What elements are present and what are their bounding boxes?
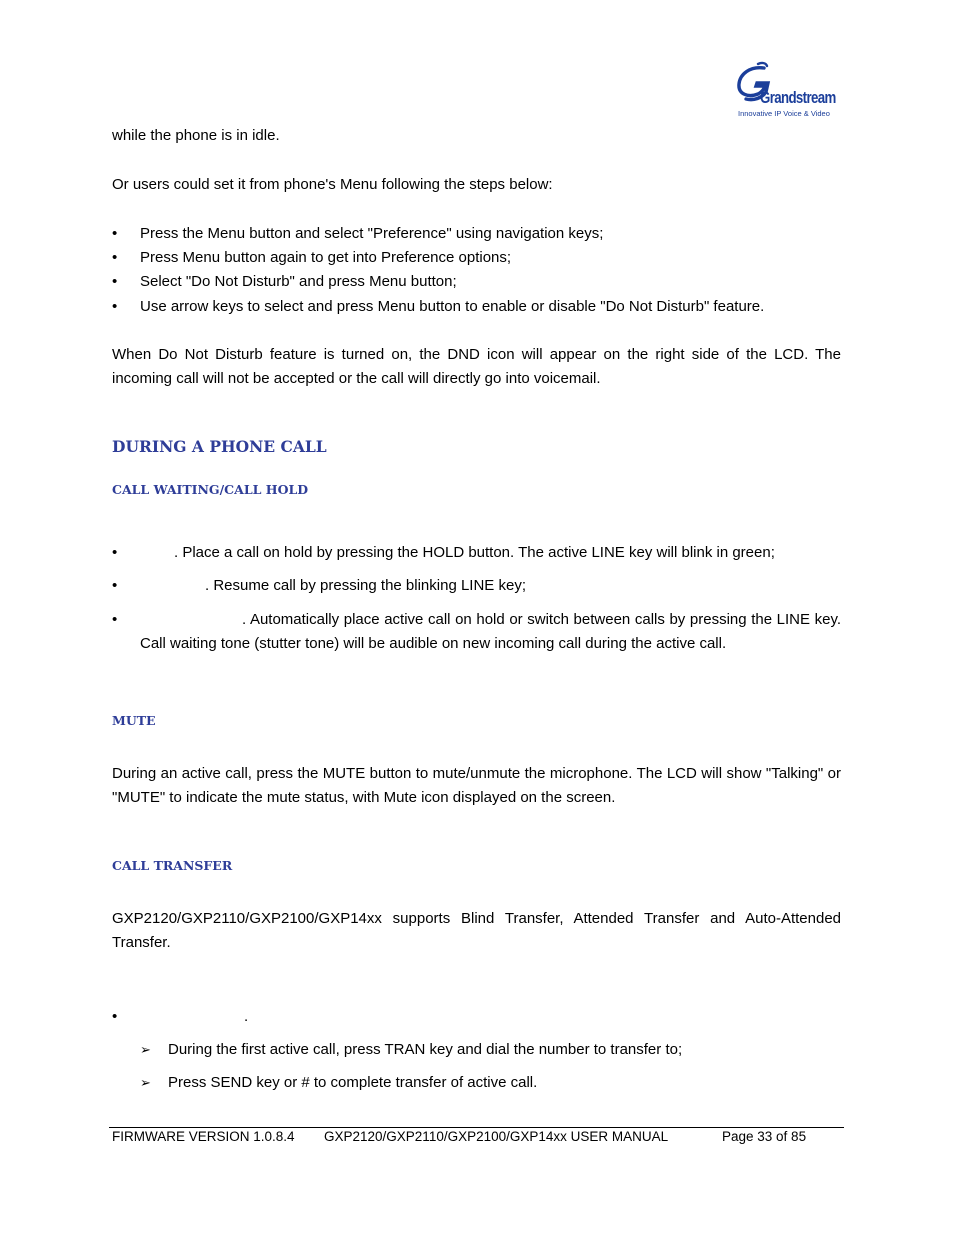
bullet-icon: • (112, 577, 118, 594)
section-heading-mute: MUTE (112, 713, 156, 728)
arrow-bullet-icon: ➢ (140, 1075, 151, 1090)
intro-fragment: while the phone is in idle. (112, 127, 280, 144)
bullet-icon: • (112, 298, 118, 315)
list-item-text: Use arrow keys to select and press Menu button to enable or disable "Do Not Disturb" feature. (140, 298, 765, 315)
list-item-text: . Place a call on hold by pressing the HOLD button. The active LINE key will blink in green; (174, 544, 775, 561)
bullet-icon: • (112, 249, 118, 266)
section-heading-call-transfer: CALL TRANSFER (112, 858, 233, 873)
menu-intro: Or users could set it from phone's Menu following the steps below: (112, 176, 553, 193)
bullet-icon: • (112, 544, 118, 561)
logo-tagline: Innovative IP Voice & Video (738, 109, 830, 118)
bullet-icon: • (112, 273, 118, 290)
logo-wordmark: Grandstream (760, 88, 836, 107)
list-item-text: Press Menu button again to get into Preference options; (140, 249, 512, 266)
footer-page-number: Page 33 of 85 (722, 1129, 807, 1144)
transfer-intro: GXP2120/GXP2110/GXP2100/GXP14xx supports Blind Transfer, Attended Transfer and Auto-Attended Transfer. (112, 910, 841, 951)
grandstream-logo (736, 60, 836, 120)
section-heading-call-waiting: CALL WAITING/CALL HOLD (112, 482, 309, 497)
list-item-text: . Resume call by pressing the blinking LINE key; (205, 577, 526, 594)
bullet-icon: • (112, 225, 118, 242)
list-item-text: . Automatically place active call on hold or switch between calls by pressing the LINE key. Call waiting tone (stutter tone) will be audible on new incoming call during the active call. (140, 611, 841, 652)
arrow-bullet-icon: ➢ (140, 1042, 151, 1057)
footer-firmware: FIRMWARE VERSION 1.0.8.4 (112, 1129, 295, 1144)
list-item-text: Press the Menu button and select "Preference" using navigation keys; (140, 225, 604, 242)
bullet-icon: • (112, 611, 118, 628)
dnd-note: When Do Not Disturb feature is turned on, the DND icon will appear on the right side of the LCD. The incoming call will not be accepted or the call will directly go into voicemail. (112, 346, 841, 387)
list-item-text: . (244, 1008, 249, 1025)
mute-text: During an active call, press the MUTE button to mute/unmute the microphone. The LCD will show "Talking" or "MUTE" to indicate the mute status, with Mute icon displayed on the screen. (112, 765, 841, 806)
bullet-icon: • (112, 1008, 118, 1025)
sub-list-item-text: During the first active call, press TRAN key and dial the number to transfer to; (168, 1041, 683, 1058)
list-item (112, 608, 841, 656)
list-item-text: Select "Do Not Disturb" and press Menu button; (140, 273, 457, 290)
footer-manual-title: GXP2120/GXP2110/GXP2100/GXP14xx USER MANUAL (324, 1129, 669, 1144)
sub-list-item-text: Press SEND key or # to complete transfer of active call. (168, 1074, 538, 1091)
section-heading-during-call: DURING A PHONE CALL (112, 437, 327, 456)
